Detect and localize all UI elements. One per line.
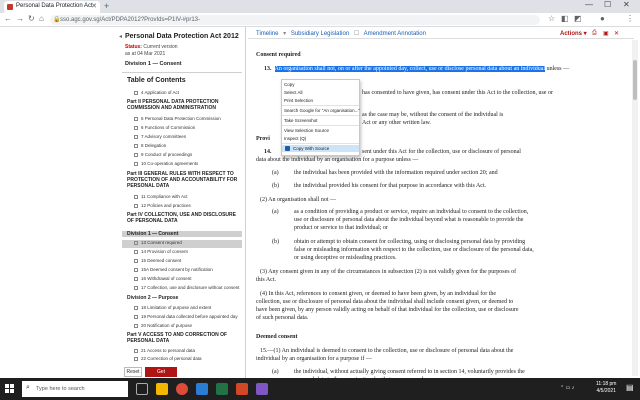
checkbox-icon[interactable] <box>134 153 138 157</box>
context-menu-inspect[interactable]: Inspect (Q) <box>284 136 307 141</box>
app-icon[interactable] <box>196 383 208 395</box>
section-14-tail: sent under this Act for the collection, use or disclosure of personal <box>362 149 521 155</box>
notification-icon[interactable]: ▤ <box>626 383 634 392</box>
browser-menu-icon[interactable]: ⋮ <box>626 14 634 23</box>
para-label: (b) <box>272 239 279 245</box>
scrollbar-thumb[interactable] <box>633 60 637 100</box>
chrome-icon[interactable] <box>176 383 188 395</box>
browser-tab[interactable] <box>4 1 100 13</box>
section-14-4-line1: (4) In this Act, references to consent given, or deemed to have been given, by an individual for the <box>260 291 497 297</box>
section-15-a-line1: the individual, without actually giving consent referred to in section 14, voluntarily provides the <box>294 369 525 375</box>
toc-part[interactable]: Part IV COLLECTION, USE AND DISCLOSURE OF PERSONAL DATA <box>127 212 236 224</box>
forward-arrow-icon[interactable]: → <box>16 14 24 23</box>
clock-time: 11:18 pm <box>596 381 617 387</box>
actions-menu[interactable]: Actions ▾ <box>560 31 587 37</box>
copy-with-source-icon <box>285 146 290 151</box>
content-nav: Timeline ▾ Subsidiary Legislation ☐ Amendment Annotation <box>256 31 426 37</box>
close-icon[interactable]: ✕ <box>614 31 620 37</box>
taskbar-clock[interactable] <box>596 381 616 395</box>
checkbox-icon[interactable] <box>134 277 138 281</box>
file-explorer-icon[interactable] <box>156 383 168 395</box>
app-icon[interactable] <box>256 383 268 395</box>
section-14-2b-line1: obtain or attempt to obtain consent for collecting, using or disclosing personal data by providing <box>294 239 526 245</box>
checkbox-icon[interactable] <box>134 144 138 148</box>
checkbox-icon[interactable] <box>134 306 138 310</box>
checkbox-icon[interactable] <box>134 349 138 353</box>
nav-subsidiary-legislation[interactable]: Subsidiary Legislation <box>290 31 350 37</box>
section-14-4-line2: collection, use or disclosure of personal data about the individual shall include consent given, or deemed to <box>256 299 514 305</box>
toc-item[interactable]: 7 Advisory committees <box>134 134 242 140</box>
status-value: Current version <box>143 44 178 50</box>
checkbox-icon[interactable] <box>134 241 138 245</box>
toc-item[interactable]: 14 Provision of consent <box>134 249 242 255</box>
toc-item[interactable]: 10 Co-operation agreements <box>134 161 242 167</box>
window-close-button[interactable]: ✕ <box>623 0 630 9</box>
context-menu-copy-with-source[interactable]: Copy With Source <box>293 146 330 151</box>
app-icon[interactable] <box>216 383 228 395</box>
section-14-line2: data about the individual by an organisation for a purpose unless — <box>256 157 419 163</box>
para-label: (a) <box>272 170 279 176</box>
section-14-number: 14. <box>264 149 272 155</box>
context-menu-print-selection[interactable]: Print Selection <box>284 98 314 103</box>
checkbox-icon[interactable] <box>134 204 138 208</box>
checkbox-icon[interactable] <box>134 357 138 361</box>
para-label: (b) <box>272 183 279 189</box>
section-13-b-tail: as the case may be, without the consent of the individual is <box>362 112 504 118</box>
status-label: Status: <box>125 44 142 50</box>
para-label: (a) <box>272 369 279 375</box>
checkbox-icon[interactable] <box>134 162 138 166</box>
checkbox-icon[interactable] <box>134 268 138 272</box>
context-menu-divider <box>282 115 359 116</box>
tab-close-icon[interactable]: ✕ <box>91 3 97 10</box>
section-13-text: 13. An organisation shall not, on or after the appointed day, collect, use or disclose personal data about an individual unless — <box>264 66 570 72</box>
section-13-a-tail: has consented to have given, has consent under this Act to the collection, use or <box>362 90 553 96</box>
section-14-3-line1: (3) Any consent given in any of the circumstances in subsection (2) is not validly given for the purposes of <box>260 269 517 275</box>
checkbox-icon[interactable] <box>134 324 138 328</box>
para-label: (a) <box>272 209 279 215</box>
section-14-2b-line2: false or misleading information with respect to the collection, use or disclosure of the personal data, <box>294 247 534 253</box>
heading-consent-required: Consent required <box>256 52 301 58</box>
address-bar[interactable] <box>50 15 540 25</box>
current-division: Division 1 — Consent <box>125 61 182 67</box>
address-url: sso.agc.gov.sg/Act/PDPA2012?ProvIds=P1IV-#pr13- <box>60 17 201 23</box>
toc-item[interactable]: 11 Compliance with Act <box>134 194 242 200</box>
section-14-b: the individual provided his consent for that purpose in accordance with this Act. <box>294 183 487 189</box>
checkbox-icon[interactable] <box>134 126 138 130</box>
context-menu-view-selection-source[interactable]: View Selection Source <box>284 128 329 133</box>
toc-part[interactable]: Part V ACCESS TO AND CORRECTION OF PERSONAL DATA <box>127 332 228 344</box>
reload-icon[interactable]: ↻ <box>28 14 35 23</box>
checkbox-icon[interactable] <box>134 91 138 95</box>
checkbox-icon[interactable] <box>134 117 138 121</box>
toc-item[interactable]: 21 Access to personal data <box>134 348 242 354</box>
heading-provision: Provi <box>256 136 270 142</box>
toc-part[interactable]: Division 2 — Purpose <box>127 295 179 301</box>
extension-icon[interactable]: ◧ <box>561 14 569 23</box>
section-15-line1: 15.—(1) An individual is deemed to consent to the collection, use or disclosure of personal data about the <box>260 348 514 354</box>
back-arrow-icon[interactable]: ← <box>4 14 12 23</box>
act-title: Personal Data Protection Act 2012 <box>125 33 239 40</box>
checkbox-icon[interactable] <box>134 250 138 254</box>
context-menu-divider <box>282 105 359 106</box>
toc-item[interactable]: 4 Application of Act <box>134 90 242 96</box>
toc-item[interactable]: 8 Delegation <box>134 143 242 149</box>
section-14-3-line2: this Act. <box>256 277 277 283</box>
section-15-line2: individual by an organisation for a purpose if — <box>256 356 372 362</box>
search-icon: ⌕ <box>26 384 30 391</box>
checkbox-icon[interactable] <box>134 259 138 263</box>
window-maximize-button[interactable]: ☐ <box>604 0 612 9</box>
section-14-4-line3: have been given, by any person validly acting on behalf of that individual for the collection, use or disclosure <box>256 307 519 313</box>
context-menu-divider <box>282 125 359 126</box>
profile-avatar-icon[interactable]: ● <box>600 14 605 23</box>
checkbox-icon[interactable] <box>134 135 138 139</box>
window-minimize-button[interactable]: — <box>585 0 593 9</box>
toc-part-selected[interactable]: Division 1 — Consent <box>122 231 242 237</box>
section-14-2: (2) An organisation shall not — <box>260 197 337 203</box>
toc-item[interactable]: 16 Withdrawal of consent <box>134 276 242 282</box>
act-status <box>125 44 178 50</box>
section-14-4-line4: of such personal data. <box>256 315 309 321</box>
system-tray-icons[interactable]: ⌃ ▭ ♪ <box>560 385 575 391</box>
section-14-2a-line3: product or service to that individual; or <box>294 225 388 231</box>
section-14-2a-line2: use or disclosure of personal data about the individual beyond what is reasonable to provide the <box>294 217 524 223</box>
app-icon[interactable] <box>236 383 248 395</box>
windows-start-icon[interactable] <box>5 384 15 394</box>
nav-amendment-annotation[interactable]: Amendment Annotation <box>363 31 426 37</box>
bookmark-star-icon[interactable]: ☆ <box>548 14 556 23</box>
section-14-2a-line1: as a condition of providing a product or service, require an individual to consent to the collection, <box>294 209 529 215</box>
selected-text[interactable]: An organisation shall not, on or after the appointed day, collect, use or disclose personal data about an individual <box>274 66 546 72</box>
toc-item[interactable]: 15A Deemed consent by notification <box>134 267 242 273</box>
home-icon[interactable]: ⌂ <box>39 14 44 23</box>
context-menu-search-google[interactable]: Search Google for "An organisation..." <box>284 108 360 113</box>
context-menu-take-screenshot[interactable]: Take Screenshot <box>284 118 318 123</box>
as-at-date: as at 04 Mar 2021 <box>125 51 166 57</box>
section-14-2b-line3: or using deceptive or misleading practices. <box>294 255 397 261</box>
extension-icon[interactable]: ◩ <box>574 14 582 23</box>
toc-item[interactable]: 18 Limitation of purpose and extent <box>134 305 242 311</box>
get-provisions-button[interactable]: Get <box>145 367 177 377</box>
checkbox-icon[interactable] <box>134 286 138 290</box>
taskbar-search-input[interactable]: ⌕ Type here to search <box>22 381 128 397</box>
toc-item[interactable]: 5 Personal Data Protection Commission <box>134 116 242 122</box>
print-icon[interactable]: ⎙ <box>592 30 597 36</box>
tab-title: Personal Data Protection Act <box>16 3 93 9</box>
toc-item[interactable]: 20 Notification of purpose <box>134 323 242 329</box>
toc-item[interactable]: 12 Policies and practices <box>134 203 242 209</box>
toc-item[interactable]: 9 Conduct of proceedings <box>134 152 242 158</box>
nav-timeline[interactable]: Timeline <box>256 31 279 37</box>
context-menu-select-all[interactable]: Select All <box>284 90 303 95</box>
lock-icon: 🔒 <box>53 17 61 23</box>
context-menu-divider <box>282 143 359 144</box>
section-14-a: the individual has been provided with the information required under section 20; and <box>294 170 498 176</box>
reset-button[interactable]: Reset <box>124 367 142 377</box>
new-tab-button[interactable]: + <box>104 1 110 11</box>
toc-heading: Table of Contents <box>127 77 186 84</box>
checkbox-icon[interactable] <box>134 195 138 199</box>
task-view-icon[interactable] <box>136 383 148 395</box>
context-menu-copy[interactable]: Copy <box>284 82 295 87</box>
toc-item[interactable]: 17 Collection, use and disclosure without consent <box>134 285 242 291</box>
pdf-icon[interactable]: ▣ <box>603 31 609 37</box>
toc-item[interactable]: 19 Personal data collected before appointed day <box>134 314 242 320</box>
heading-deemed-consent: Deemed consent <box>256 334 298 340</box>
toc-item[interactable]: 15 Deemed consent <box>134 258 242 264</box>
divider <box>248 38 634 39</box>
collapse-arrow-icon[interactable]: ◂ <box>119 34 123 40</box>
site-favicon-icon <box>7 4 13 10</box>
toc-part[interactable]: Part II PERSONAL DATA PROTECTION COMMISSION AND ADMINISTRATION <box>127 99 219 111</box>
toc-item[interactable]: 22 Correction of personal data <box>134 356 242 362</box>
section-13-b-tail2: Act or any other written law. <box>362 120 431 126</box>
clock-date: 4/5/2021 <box>596 388 616 394</box>
checkbox-icon[interactable] <box>134 315 138 319</box>
toc-item[interactable]: 6 Functions of Commission <box>134 125 242 131</box>
toc-part[interactable]: Part III GENERAL RULES WITH RESPECT TO PROTECTION OF AND ACCOUNTABILITY FOR PERSONAL DATA <box>127 171 238 189</box>
toc-item-selected[interactable]: 13 Consent required <box>134 240 242 246</box>
